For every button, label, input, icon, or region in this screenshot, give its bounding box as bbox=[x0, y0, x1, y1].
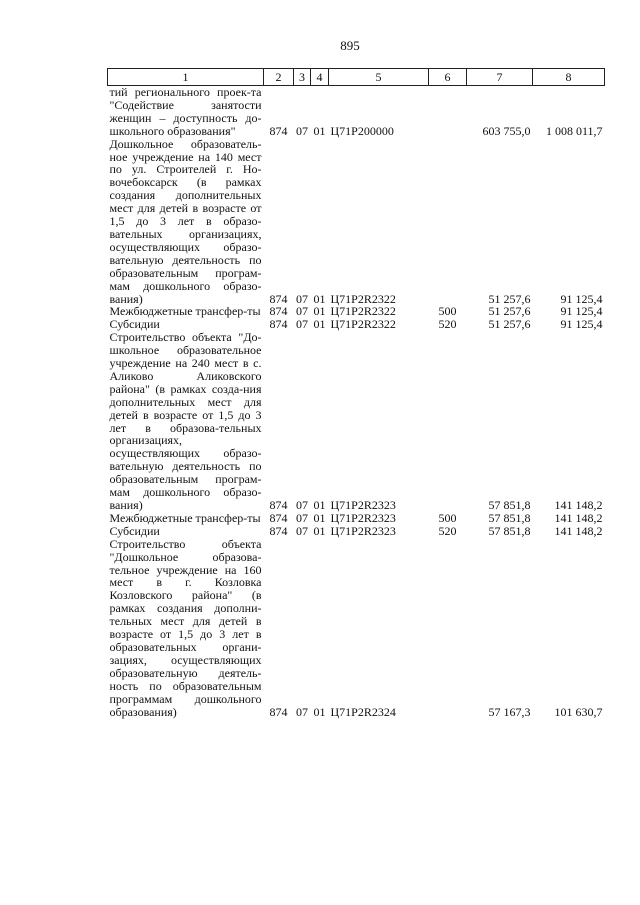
budget-table bbox=[107, 68, 605, 718]
row-subsection: 01 bbox=[313, 704, 326, 719]
row-admin-code: 874 bbox=[269, 291, 288, 306]
row-amount-2: 1 008 011,7 bbox=[545, 123, 603, 138]
row-amount-1: 57 851,8 bbox=[488, 498, 531, 512]
row-target-article: Ц71P2R2323 bbox=[330, 498, 396, 512]
row-subsection: 01 bbox=[313, 291, 326, 306]
row-subsection: 01 bbox=[313, 498, 326, 512]
table-row bbox=[108, 512, 605, 525]
row-admin-code: 874 bbox=[269, 523, 288, 538]
row-subsection: 01 bbox=[313, 317, 326, 332]
row-amount-2: 91 125,4 bbox=[560, 304, 603, 319]
header-row bbox=[108, 69, 605, 86]
row-admin-code: 874 bbox=[269, 498, 288, 512]
row-name: Субсидии bbox=[109, 317, 160, 332]
row-amount-2: 141 148,2 bbox=[554, 523, 603, 538]
row-amount-2: 91 125,4 bbox=[560, 291, 603, 306]
header-cell-7: 7 bbox=[467, 69, 533, 86]
table-row bbox=[108, 331, 605, 512]
row-expense-type bbox=[429, 538, 467, 719]
row-subsection: 01 bbox=[313, 304, 326, 319]
row-amount-2: 141 148,2 bbox=[554, 498, 603, 512]
row-target-article: Ц71P2R2322 bbox=[330, 304, 396, 319]
row-amount-2: 141 148,2 bbox=[554, 510, 603, 525]
row-expense-type: 500 bbox=[438, 510, 457, 525]
row-amount-1: 57 851,8 bbox=[488, 510, 531, 525]
row-name: Дошкольное образователь-ное учреждение на 140 мест по ул. Строителей г. Но-вочебоксарск (в рамках создания дополнительных мест для детей в возрасте от 1,5 до 3 лет в образо-вательных организациях, осуществляющих образо-вательную деятельность по образовательным програм-мам дошкольного образо-вания) bbox=[109, 136, 262, 306]
row-section: 07 bbox=[296, 317, 308, 332]
row-section: 07 bbox=[296, 510, 308, 525]
page-number: 895 bbox=[340, 38, 360, 53]
row-amount-2: 101 630,7 bbox=[554, 704, 603, 719]
row-amount-2: 91 125,4 bbox=[560, 317, 603, 332]
row-target-article: Ц71P2R2324 bbox=[330, 704, 396, 719]
row-amount-1: 51 257,6 bbox=[488, 317, 531, 332]
row-expense-type: 520 bbox=[438, 317, 457, 332]
header-cell-2: 2 bbox=[264, 69, 294, 86]
row-expense-type bbox=[429, 138, 467, 306]
row-amount-1: 51 257,6 bbox=[488, 291, 531, 306]
row-name: Строительство объекта "Дошкольное образова-тельное учреждение на 160 мест в г. Козловка Козловского района" (в рамках создания дополни-тельных мест для детей в возрасте от 1,5 до 3 лет в образовательных органи-зациях, осуществляющих образовательную деятель-ность по образовательным программам дошкольного образования) bbox=[109, 536, 262, 719]
header-cell-4: 4 bbox=[311, 69, 329, 86]
table-row bbox=[108, 138, 605, 306]
row-section: 07 bbox=[296, 498, 308, 512]
row-expense-type: 500 bbox=[438, 304, 457, 319]
row-section: 07 bbox=[296, 291, 308, 306]
header-cell-5: 5 bbox=[329, 69, 429, 86]
row-name: Межбюджетные трансфер-ты bbox=[109, 510, 261, 525]
row-section: 07 bbox=[296, 523, 308, 538]
row-amount-1: 57 167,3 bbox=[488, 704, 531, 719]
row-admin-code: 874 bbox=[269, 304, 288, 319]
row-amount-1: 51 257,6 bbox=[488, 304, 531, 319]
header-cell-6: 6 bbox=[429, 69, 467, 86]
row-admin-code: 874 bbox=[269, 123, 288, 138]
table-row bbox=[108, 525, 605, 538]
row-section: 07 bbox=[296, 123, 308, 138]
row-expense-type: 520 bbox=[438, 523, 457, 538]
header-cell-8: 8 bbox=[533, 69, 605, 86]
row-expense-type bbox=[429, 86, 467, 138]
table-row bbox=[108, 86, 605, 138]
header-cell-1: 1 bbox=[108, 69, 264, 86]
row-admin-code: 874 bbox=[269, 704, 288, 719]
row-expense-type bbox=[429, 331, 467, 512]
row-name: Строительство объекта "До-школьное образовательное учреждение на 240 мест в с. Аликово Аликовского района" (в рамках созда-ния дополнительных мест для детей в возрасте от 1,5 до 3 лет в образова-тельных организациях, осуществляющих образо-вательную деятельность по образовательным програм-мам дошкольного образо-вания) bbox=[109, 330, 262, 512]
row-target-article: Ц71P2R2322 bbox=[330, 291, 396, 306]
row-subsection: 01 bbox=[313, 123, 326, 138]
row-target-article: Ц71P2R2323 bbox=[330, 523, 396, 538]
row-amount-1: 603 755,0 bbox=[482, 123, 531, 138]
header-cell-3: 3 bbox=[294, 69, 311, 86]
row-target-article: Ц71P2R2322 bbox=[330, 317, 396, 332]
row-section: 07 bbox=[296, 304, 308, 319]
row-admin-code: 874 bbox=[269, 317, 288, 332]
row-section: 07 bbox=[296, 704, 308, 719]
row-name: тий регионального проек-та "Содействие занятости женщин – доступность до-школьного образования" bbox=[109, 85, 262, 138]
row-subsection: 01 bbox=[313, 523, 326, 538]
row-name: Межбюджетные трансфер-ты bbox=[109, 304, 261, 319]
row-admin-code: 874 bbox=[269, 510, 288, 525]
row-subsection: 01 bbox=[313, 510, 326, 525]
row-name: Субсидии bbox=[109, 523, 160, 538]
table-row bbox=[108, 538, 605, 719]
row-target-article: Ц71P200000 bbox=[330, 123, 394, 138]
row-amount-1: 57 851,8 bbox=[488, 523, 531, 538]
row-target-article: Ц71P2R2323 bbox=[330, 510, 396, 525]
